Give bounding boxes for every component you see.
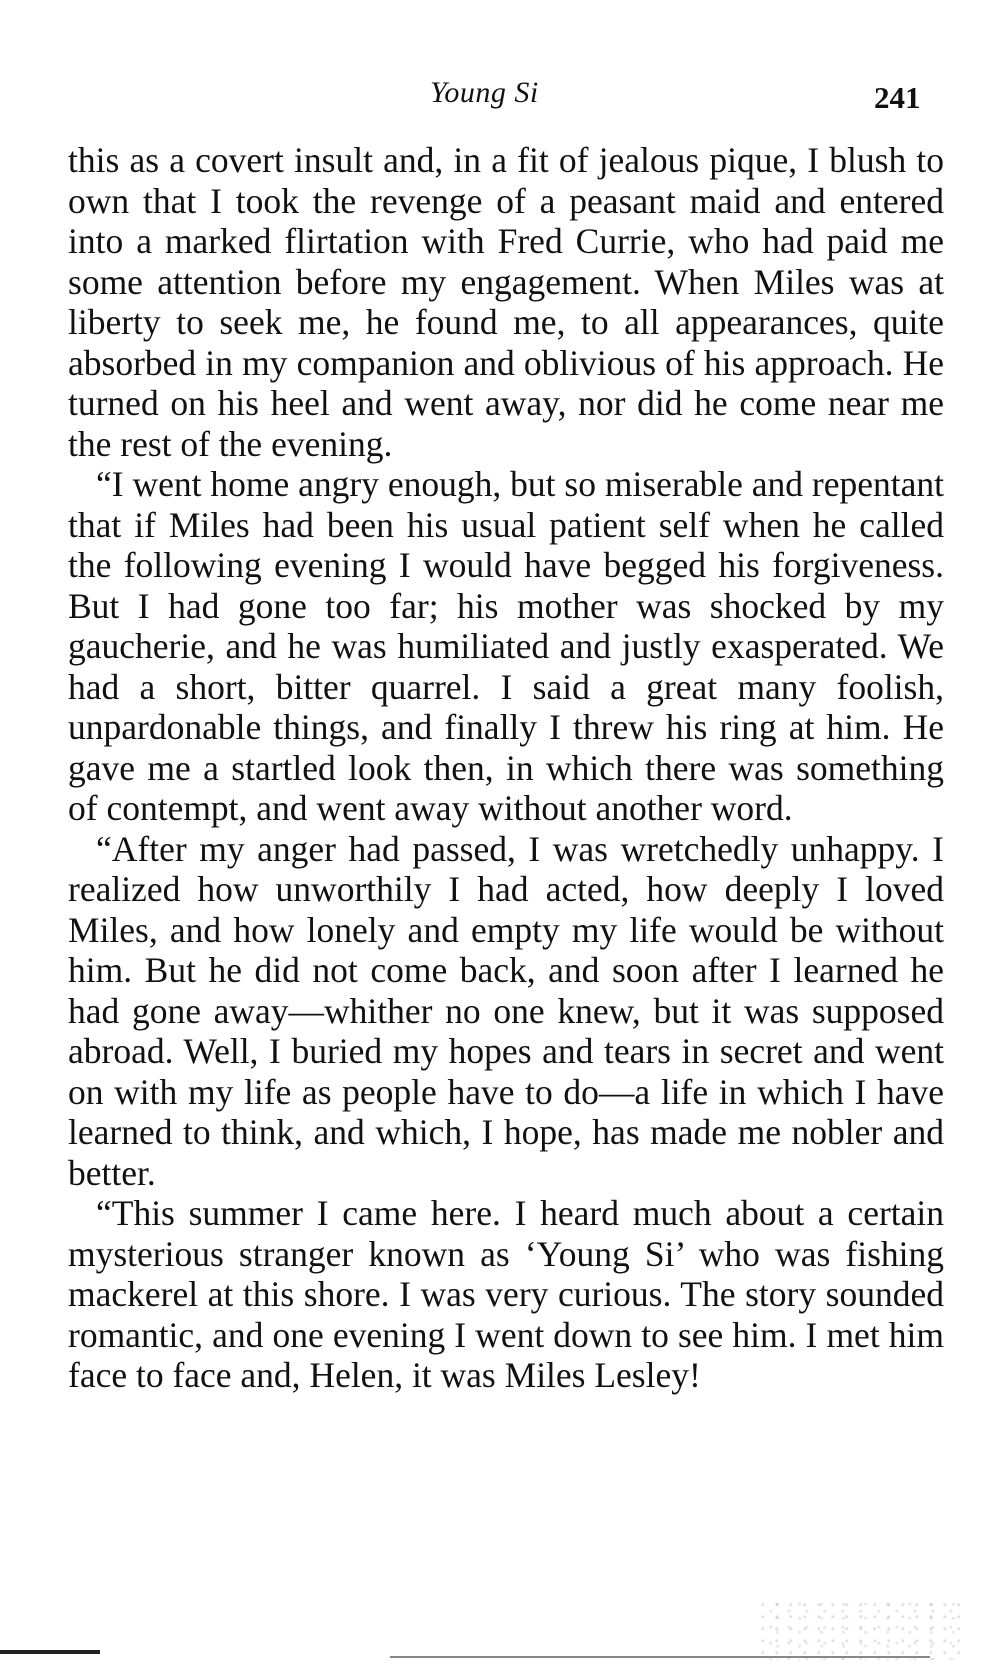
page-number: 241 [874, 80, 921, 115]
paragraph-1: this as a covert insult and, in a fit of jealous pique, I blush to own that I took the revenge of a peasant maid and entered into a marked flirtation with Fred Currie, who had paid me some attention before my engagement. When Miles was at liberty to seek me, he found me, to all appearances, quite absorbed in my companion and oblivious of his approach. He turned on his heel and went away, nor did he come near me the rest of the evening. [68, 140, 944, 464]
paragraph-4: “This summer I came here. I heard much about a certain mysterious stranger known as ‘Young Si’ who was fishing mackerel at this shore. I was very curious. The story sounded romantic, and one evening I went down to see him. I met him face to face and, Helen, it was Miles Lesley! [68, 1193, 944, 1395]
paragraph-3: “After my anger had passed, I was wretchedly unhappy. I realized how unworthily I had acted, how deeply I loved Miles, and how lonely and empty my life would be without him. But he did not come back, and soon after I learned he had gone away—whither no one knew, but it was supposed abroad. Well, I buried my hopes and tears in secret and went on with my life as people have to do—a life in which I have learned to think, and which, I hope, has made me nobler and better. [68, 828, 944, 1193]
scan-edge-mark [0, 1650, 100, 1654]
paragraph-2: “I went home angry enough, but so miserable and repentant that if Miles had been his usual patient self when he called the following evening I would have begged his forgiveness. But I had gone too far; his mother was shocked by my gaucherie, and he was humiliated and justly exasperated. We had a short, bitter quarrel. I said a great many foolish, unpardonable things, and finally I threw his ring at him. He gave me a startled look then, in which there was something of contempt, and went away without another word. [68, 464, 944, 828]
running-head [0, 72, 1000, 122]
body-text [68, 140, 944, 1396]
scan-speckle [760, 1600, 960, 1660]
running-title: Young Si [430, 76, 539, 109]
